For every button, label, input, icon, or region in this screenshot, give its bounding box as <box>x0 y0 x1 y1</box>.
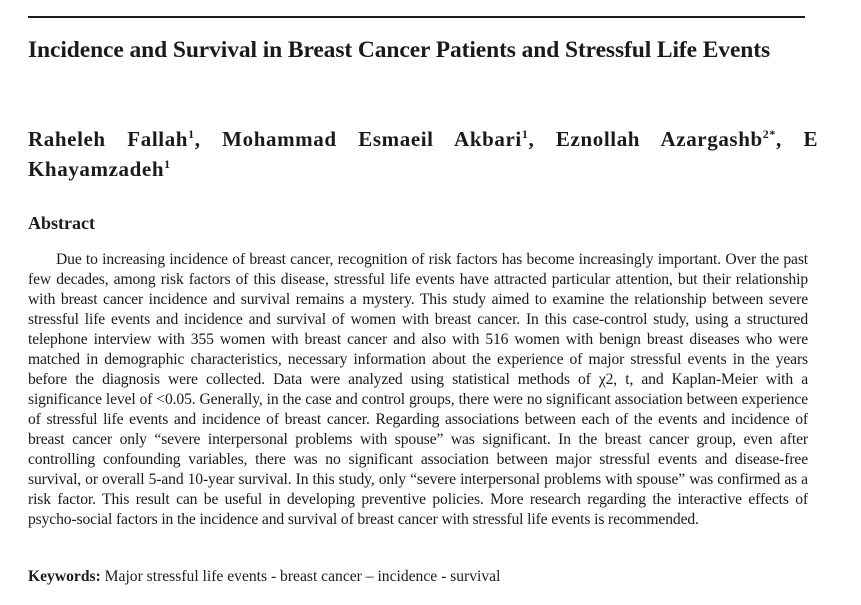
keywords-line <box>28 567 808 587</box>
author-separator: , <box>775 127 804 151</box>
abstract-heading: Abstract <box>28 213 95 233</box>
author-separator: , <box>194 127 223 151</box>
author-list <box>28 124 818 184</box>
author-affiliation: 2* <box>762 127 776 141</box>
keywords-label: Keywords: <box>28 568 101 585</box>
paper-title: Incidence and Survival in Breast Cancer Patients and Stressful Life Events <box>28 37 771 63</box>
author-name: Eznollah Azargashb <box>555 127 763 151</box>
abstract-body: Due to increasing incidence of breast cancer, recognition of risk factors has become increasingly important. Over the past few decades, among risk factors of this disease, stressful life events have attracted particular attention, but their relationship with breast cancer incidence and survival remains a mystery. This study aimed to examine the relationship between severe stressful life events and incidence and survival of women with breast cancer. In this case-control study, using a structured telephone interview with 355 women with breast cancer and also with 516 women with benign breast diseases who were matched in demographic characteristics, necessary information about the experience of major stressful events in the years before the diagnosis were collected. Data were analyzed using statistical methods of χ2, t, and Kaplan-Meier with a significance level of <0.05. Generally, in the case and control groups, there were no significant association between experience of stressful life events and incidence of breast cancer. Regarding associations between each of the events and incidence of breast cancer only “severe interpersonal problems with spouse” was significant. In the breast cancer group, even after controlling confounding variables, there was no significant association between major stressful events and disease-free survival, or overall 5-and 10-year survival. In this study, only “severe interpersonal problems with spouse” was confirmed as a risk factor. This result can be useful in developing preventive policies. More research regarding the interactive effects of psycho-social factors in the incidence and survival of breast cancer with stressful life events is recommended. <box>28 251 808 528</box>
author-name: E Khayamzadeh <box>28 127 819 181</box>
top-rule <box>28 16 805 18</box>
author-name: Raheleh Fallah <box>28 127 189 151</box>
author-affiliation: 1 <box>521 127 529 141</box>
author-separator: , <box>528 127 556 151</box>
author-affiliation: 1 <box>188 127 195 141</box>
author-affiliation: 1 <box>164 157 171 171</box>
keywords-text: Major stressful life events - breast cancer – incidence - survival <box>100 568 501 585</box>
author-name: Mohammad Esmaeil Akbari <box>222 127 522 151</box>
